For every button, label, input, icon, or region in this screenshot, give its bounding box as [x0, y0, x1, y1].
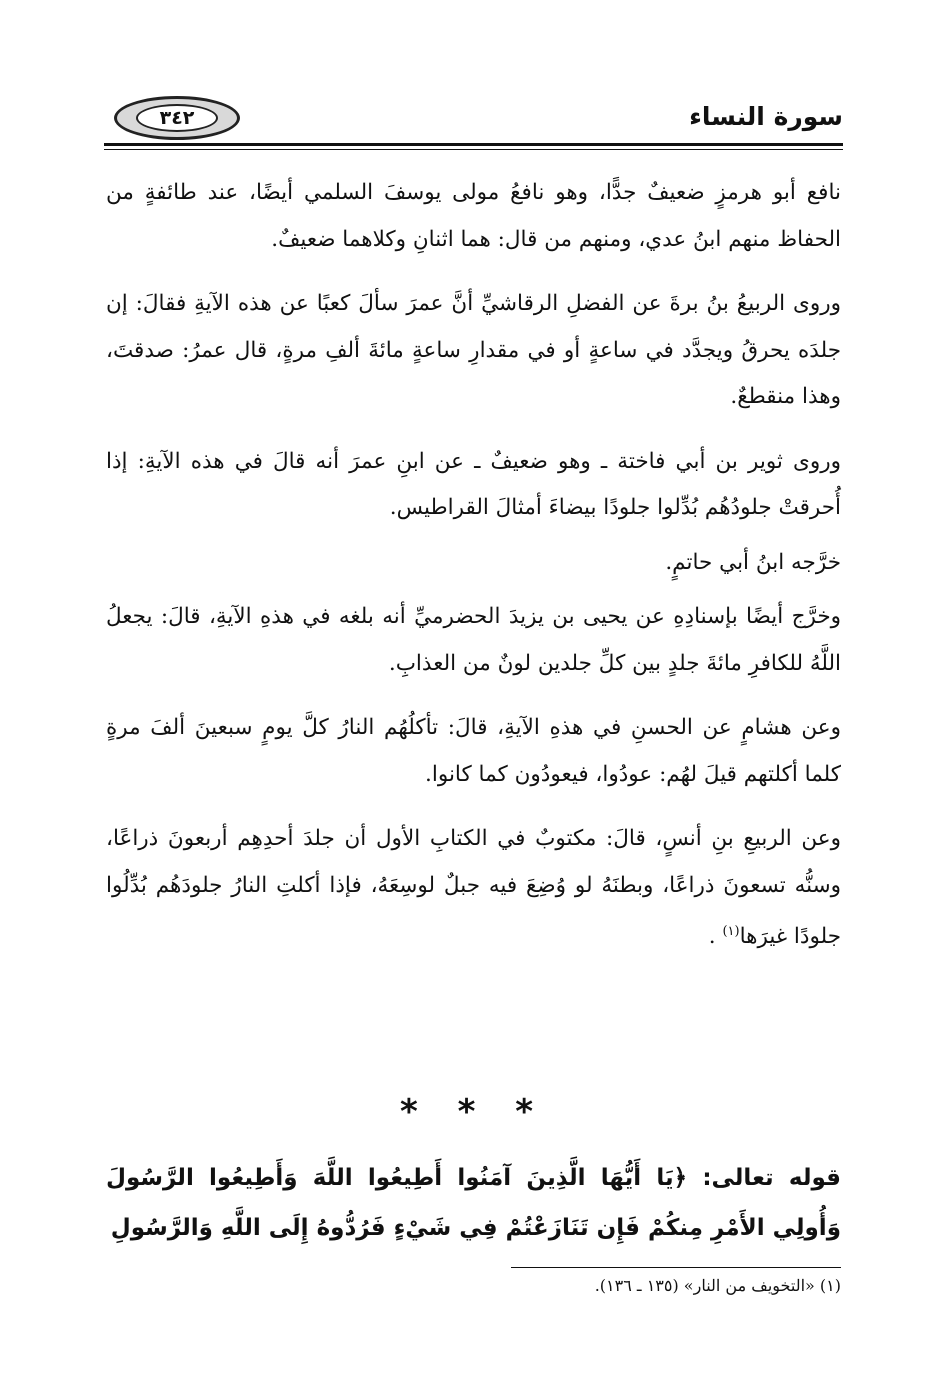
section-separator: * * * — [399, 1092, 547, 1132]
paragraph: وعن الربيعِ بنِ أنسٍ، قالَ: مكتوبٌ في الكتابِ الأول أن جلدَ أحدِهِم أربعونَ ذراعًا، وسنُّه تسعونَ ذراعًا، وبطنَهُ لو وُضِعَ فيه جبلٌ لوسِعَهُ، فإذا أكلتِ النارُ جلودَهُم بُدِّلُوا جلودًا غيرَها$^{(١)}$ . — [106, 826, 841, 950]
main-text — [106, 170, 841, 979]
paragraph: وروى ثوير بن أبي فاختة ـ وهو ضعيفٌ ـ عن ابنِ عمرَ أنه قالَ في هذه الآيةِ: إذا أُحرقتْ جلودُهُم بُدِّلوا جلودًا بيضاءَ أمثالَ القراطيس. — [106, 448, 841, 520]
footnote-marker: (١) — [722, 924, 740, 939]
paragraph: وخرَّج أيضًا بإسنادِهِ عن يحيى بن يزيدَ الحضرميِّ أنه بلغه في هذهِ الآيةِ، قالَ: يجعلُ اللَّهُ للكافرِ مائةَ جلدٍ بين كلِّ جلدين لونٌ من العذابِ. — [106, 604, 841, 676]
paragraph: خرَّجه ابنُ أبي حاتمٍ. — [665, 549, 841, 575]
page-number: ٣٤٢ — [136, 104, 218, 132]
quran-verse — [106, 1153, 841, 1253]
page-header — [104, 92, 843, 152]
verse-text: ﴿يَا أَيُّهَا الَّذِينَ آمَنُوا أَطِيعُوا اللَّهَ وَأَطِيعُوا الرَّسُولَ وَأُولِي الأَمْرِ مِنكُمْ فَإِن تَنَازَعْتُمْ فِي شَيْءٍ فَرُدُّوهُ إِلَى اللَّهِ وَالرَّسُولِ — [106, 1165, 841, 1241]
paragraph: وعن هشامٍ عن الحسنِ في هذهِ الآيةِ، قالَ: تأكلُهُم النارُ كلَّ يومٍ سبعينَ ألفَ مرةٍ كلما أكلتهم قيلَ لهُم: عودُوا، فيعودُون كما كانوا. — [106, 715, 841, 787]
header-rule-thin — [104, 149, 843, 150]
header-rule-thick — [104, 143, 843, 146]
paragraph-text: وعن الربيعِ بنِ أنسٍ، قالَ: مكتوبٌ في الكتابِ الأول أن جلدَ أحدِهِم أربعونَ ذراعًا، وسنُّه تسعونَ ذراعًا، وبطنَهُ لو وُضِعَ فيه جبلٌ لوسِعَهُ، فإذا أكلتِ النارُ جلودَهُم بُدِّلُوا جلودًا غيرَها — [106, 826, 841, 950]
paragraph: نافع أبو هرمزٍ ضعيفٌ جدًّا، وهو نافعُ مولى يوسفَ السلمي أيضًا، عند طائفةٍ من الحفاظ منهم ابنُ عدي، ومنهم من قال: هما اثنانِ وكلاهما ضعيفٌ. — [106, 180, 841, 252]
footnote-rule — [511, 1267, 841, 1268]
paragraph: وروى الربيعُ بنُ برةَ عن الفضلِ الرقاشيِّ أنَّ عمرَ سألَ كعبًا عن هذه الآيةِ فقالَ: إن جلدَه يحرقُ ويجدَّد في ساعةٍ أو في مقدارِ ساعةٍ مائةَ ألفِ مرةٍ، قال عمرُ: صدقتَ، وهذا منقطعٌ. — [106, 291, 841, 409]
verse-intro: قوله تعالى: — [702, 1165, 841, 1191]
footnote-number: (١) — [819, 1276, 841, 1295]
surah-title: سورة النساء — [689, 102, 843, 131]
footnote-text: «التخويف من النار» (١٣٥ ـ ١٣٦). — [594, 1276, 815, 1295]
page-number-ornament-icon — [114, 96, 240, 140]
footnote — [106, 1273, 841, 1299]
